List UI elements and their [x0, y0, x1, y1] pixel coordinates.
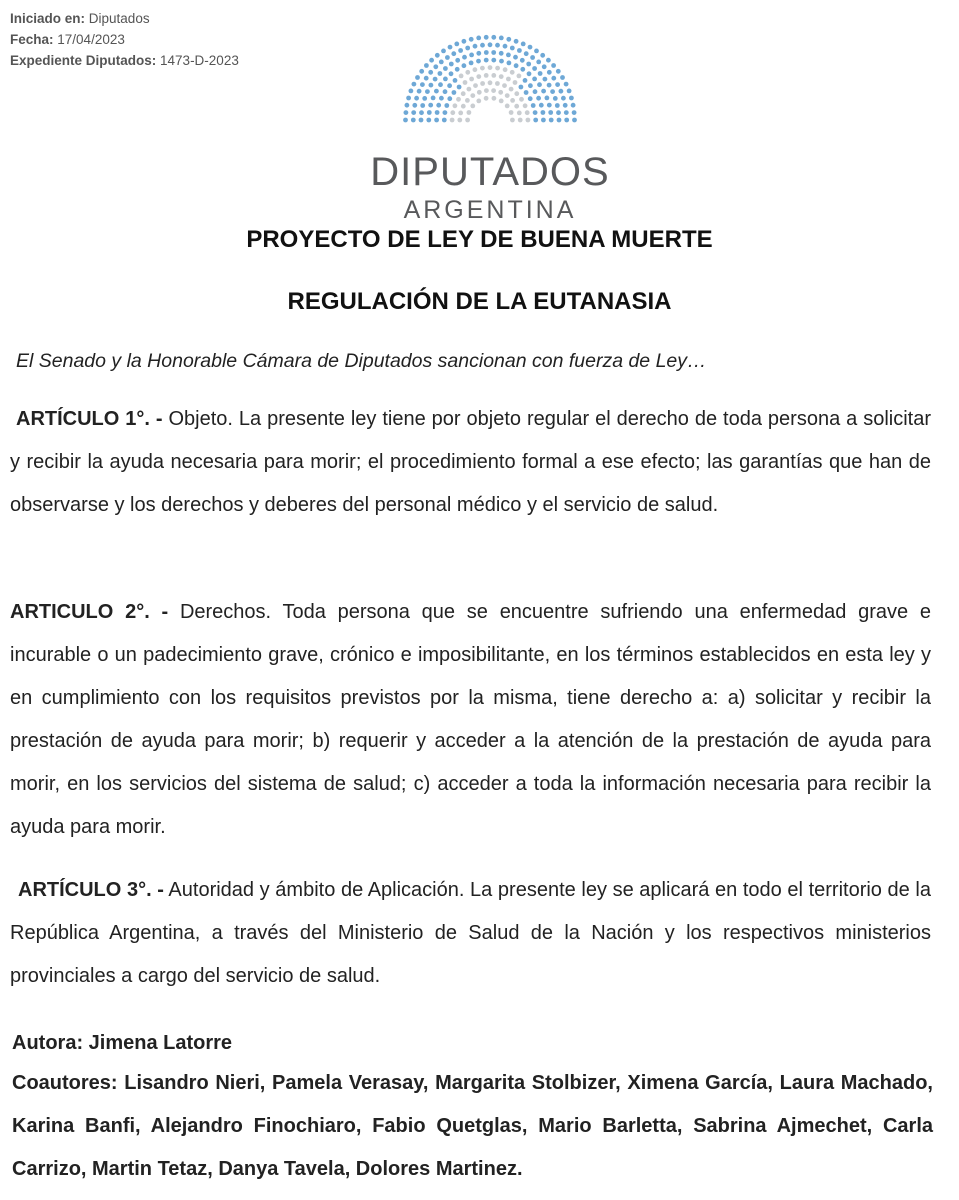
article-3-text: Autoridad y ámbito de Aplicación. La presente ley se aplicará en todo el territorio de la República Argentina, a través del Ministerio de Salud de la Nación y los respectivos ministerios provinciales a cargo del servicio de salud. — [10, 879, 931, 987]
hemicycle-seat — [419, 110, 424, 115]
hemicycle-seat — [572, 110, 577, 115]
meta-iniciado-label: Iniciado en: — [10, 11, 86, 26]
hemicycle-seat — [572, 118, 577, 123]
hemicycle-seat — [443, 77, 448, 82]
hemicycle-seat — [502, 83, 507, 88]
coautores: Coautores: Lisandro Nieri, Pamela Verasay, Margarita Stolbizer, Ximena García, Laura Machado, Karina Banfi, Alejandro Finochiaro, Fabio Quetglas, Mario Barletta, Sabrina Ajmechet, Carla Carrizo, Martin Tetaz, Danya Tavela, Dolores Martinez. — [12, 1072, 933, 1180]
hemicycle-seat — [425, 89, 430, 94]
hemicycle-seat — [470, 104, 475, 109]
hemicycle-seat — [518, 118, 523, 123]
hemicycle-seat — [532, 66, 537, 71]
hemicycle-seat — [442, 118, 447, 123]
hemicycle-seat — [451, 51, 456, 56]
hemicycle-seat — [484, 58, 489, 63]
hemicycle-seat — [457, 118, 462, 123]
hemicycle-seat — [551, 76, 556, 81]
hemicycle-seat — [480, 66, 485, 71]
hemicycle-seat — [420, 103, 425, 108]
hemicycle-seat — [420, 82, 425, 87]
hemicycle-seat — [469, 61, 474, 66]
hemicycle-seat — [542, 64, 547, 69]
hemicycle-seat — [476, 99, 481, 104]
meta-expediente-value: 1473-D-2023 — [160, 53, 239, 68]
hemicycle-seat — [406, 96, 411, 101]
hemicycle-seat — [547, 70, 552, 75]
hemicycle-seat — [491, 50, 496, 55]
hemicycle-seat — [547, 103, 552, 108]
hemicycle-seat — [450, 118, 455, 123]
hemicycle-seat — [484, 88, 489, 93]
hemicycle-seat — [453, 103, 458, 108]
hemicycle-seat — [543, 77, 548, 82]
hemicycle-seat — [523, 103, 528, 108]
hemicycle-seat — [523, 78, 528, 83]
hemicycle-seat — [530, 55, 535, 60]
meta-expediente — [10, 50, 239, 71]
hemicycle-seat — [463, 80, 468, 85]
hemicycle-seat — [435, 110, 440, 115]
hemicycle-seat — [514, 39, 519, 44]
hemicycle-seat — [499, 36, 504, 41]
hemicycle-seat — [514, 63, 519, 68]
hemicycle-seat — [541, 89, 546, 94]
hemicycle-seat — [454, 42, 459, 47]
hemicycle-seat — [429, 58, 434, 63]
hemicycle-seat — [455, 67, 460, 72]
hemicycle-seat — [506, 37, 511, 42]
meta-fecha — [10, 29, 239, 50]
hemicycle-seat — [452, 90, 457, 95]
hemicycle-seat — [569, 96, 574, 101]
hemicycle-seat — [404, 110, 409, 115]
hemicycle-seat — [480, 43, 485, 48]
hemicycle-seat — [548, 110, 553, 115]
document-metadata — [10, 8, 239, 71]
hemicycle-seat — [462, 39, 467, 44]
hemicycle-seat — [434, 89, 439, 94]
hemicycle-seat — [443, 66, 448, 71]
hemicycle-seat — [533, 110, 538, 115]
hemicycle-seat — [551, 63, 556, 68]
meta-fecha-value: 17/04/2023 — [57, 32, 125, 47]
hemicycle-seat — [517, 74, 522, 79]
hemicycle-seat — [427, 110, 432, 115]
hemicycle-seat — [488, 42, 493, 47]
diputados-logo — [370, 28, 610, 224]
hemicycle-seat — [443, 89, 448, 94]
hemicycle-seat — [405, 103, 410, 108]
hemicycle-seat — [433, 77, 438, 82]
hemicycle-seat — [476, 36, 481, 41]
article-2 — [10, 591, 931, 849]
hemicycle-seat — [473, 67, 478, 72]
hemicycle-seat — [412, 82, 417, 87]
hemicycle-seat — [499, 99, 504, 104]
hemicycle-seat — [462, 63, 467, 68]
hemicycle-seat — [538, 71, 543, 76]
hemicycle-seat — [447, 96, 452, 101]
hemicycle-seat — [503, 67, 508, 72]
hemicycle-icon — [370, 28, 610, 128]
meta-iniciado — [10, 8, 239, 29]
hemicycle-seat — [528, 96, 533, 101]
hemicycle-seat — [513, 80, 518, 85]
hemicycle-seat — [564, 118, 569, 123]
hemicycle-seat — [411, 118, 416, 123]
hemicycle-seat — [439, 60, 444, 65]
article-3-label: ARTÍCULO 3°. - — [18, 879, 164, 901]
hemicycle-seat — [491, 35, 496, 40]
hemicycle-seat — [491, 88, 496, 93]
hemicycle-seat — [429, 83, 434, 88]
hemicycle-seat — [541, 110, 546, 115]
document-subtitle: REGULACIÓN DE LA EUTANASIA — [287, 288, 672, 315]
hemicycle-seat — [422, 96, 427, 101]
hemicycle-seat — [517, 111, 522, 116]
hemicycle-seat — [507, 61, 512, 66]
hemicycle-seat — [455, 58, 460, 63]
hemicycle-seat — [411, 110, 416, 115]
hemicycle-seat — [527, 71, 532, 76]
hemicycle-seat — [547, 83, 552, 88]
document-title: PROYECTO DE LEY DE BUENA MUERTE — [246, 226, 713, 253]
hemicycle-seat — [560, 75, 565, 80]
hemicycle-seat — [428, 70, 433, 75]
hemicycle-seat — [556, 110, 561, 115]
hemicycle-seat — [470, 93, 475, 98]
hemicycle-seat — [571, 103, 576, 108]
hemicycle-seat — [473, 83, 478, 88]
hemicycle-seat — [491, 58, 496, 63]
hemicycle-seat — [476, 51, 481, 56]
hemicycle-seat — [491, 73, 496, 78]
hemicycle-seat — [537, 82, 542, 87]
hemicycle-seat — [531, 103, 536, 108]
hemicycle-seat — [469, 77, 474, 82]
hemicycle-seat — [528, 45, 533, 50]
hemicycle-seat — [517, 48, 522, 53]
article-1 — [10, 398, 931, 527]
hemicycle-seat — [476, 59, 481, 64]
hemicycle-seat — [519, 85, 524, 90]
hemicycle-seat — [505, 93, 510, 98]
hemicycle-seat — [555, 103, 560, 108]
hemicycle-seat — [541, 118, 546, 123]
hemicycle-seat — [415, 75, 420, 80]
hemicycle-seat — [505, 104, 510, 109]
hemicycle-seat — [519, 97, 524, 102]
meta-fecha-label: Fecha: — [10, 32, 54, 47]
hemicycle-seat — [563, 103, 568, 108]
hemicycle-seat — [534, 49, 539, 54]
hemicycle-seat — [449, 71, 454, 76]
hemicycle-seat — [498, 90, 503, 95]
hemicycle-seat — [561, 96, 566, 101]
enactment-clause: El Senado y la Honorable Cámara de Diputados sancionan con fuerza de Ley… — [16, 350, 707, 372]
hemicycle-seat — [559, 89, 564, 94]
article-3 — [10, 869, 931, 998]
hemicycle-seat — [546, 58, 551, 63]
hemicycle-seat — [514, 104, 519, 109]
article-1-text: Objeto. La presente ley tiene por objeto regular el derecho de toda persona a solicitar y recibir la ayuda necesaria para morir; el procedimiento formal a ese efecto; las garantías que han de observarse y los derechos y deberes del personal médico y el servicio de salud. — [10, 408, 931, 516]
hemicycle-seat — [465, 118, 470, 123]
hemicycle-seat — [495, 81, 500, 86]
hemicycle-seat — [438, 82, 443, 87]
hemicycle-seat — [503, 44, 508, 49]
hemicycle-seat — [550, 89, 555, 94]
hemicycle-seat — [426, 118, 431, 123]
hemicycle-seat — [424, 76, 429, 81]
hemicycle-seat — [477, 90, 482, 95]
hemicycle-seat — [448, 45, 453, 50]
hemicycle-seat — [480, 81, 485, 86]
hemicycle-seat — [532, 77, 537, 82]
hemicycle-seat — [431, 96, 436, 101]
article-1-label: ARTÍCULO 1°. - — [16, 408, 163, 430]
hemicycle-seat — [564, 82, 569, 87]
hemicycle-seat — [469, 37, 474, 42]
hemicycle-seat — [443, 110, 448, 115]
hemicycle-seat — [506, 53, 511, 58]
hemicycle-seat — [484, 35, 489, 40]
hemicycle-seat — [555, 82, 560, 87]
hemicycle-seat — [412, 103, 417, 108]
hemicycle-seat — [488, 65, 493, 70]
hemicycle-seat — [510, 118, 515, 123]
hemicycle-seat — [557, 118, 562, 123]
hemicycle-seat — [465, 70, 470, 75]
hemicycle-seat — [462, 55, 467, 60]
hemicycle-seat — [484, 50, 489, 55]
hemicycle-seat — [434, 118, 439, 123]
hemicycle-seat — [433, 64, 438, 69]
hemicycle-seat — [499, 51, 504, 56]
hemicycle-seat — [509, 110, 514, 115]
hemicycle-seat — [488, 80, 493, 85]
hemicycle-seat — [461, 91, 466, 96]
hemicycle-seat — [520, 67, 525, 72]
hemicycle-seat — [441, 49, 446, 54]
hemicycle-seat — [510, 98, 515, 103]
hemicycle-seat — [513, 55, 518, 60]
hemicycle-seat — [453, 78, 458, 83]
hemicycle-seat — [495, 43, 500, 48]
hemicycle-seat — [445, 55, 450, 60]
hemicycle-seat — [465, 98, 470, 103]
meta-expediente-label: Expediente Diputados: — [10, 53, 157, 68]
hemicycle-seat — [458, 111, 463, 116]
hemicycle-seat — [567, 89, 572, 94]
hemicycle-seat — [553, 96, 558, 101]
hemicycle-seat — [524, 90, 529, 95]
hemicycle-seat — [528, 83, 533, 88]
hemicycle-seat — [536, 96, 541, 101]
hemicycle-seat — [536, 60, 541, 65]
hemicycle-seat — [526, 62, 531, 67]
hemicycle-seat — [469, 53, 474, 58]
hemicycle-seat — [525, 110, 530, 115]
hemicycle-seat — [510, 46, 515, 51]
hemicycle-seat — [499, 74, 504, 79]
article-2-label: ARTICULO 2°. - — [10, 601, 169, 623]
hemicycle-seat — [419, 118, 424, 123]
hemicycle-seat — [520, 58, 525, 63]
hemicycle-seat — [458, 48, 463, 53]
hemicycle-seat — [521, 42, 526, 47]
logo-title: DIPUTADOS — [370, 150, 610, 194]
hemicycle-seat — [514, 91, 519, 96]
hemicycle-seat — [526, 118, 531, 123]
hemicycle-seat — [510, 70, 515, 75]
hemicycle-seat — [449, 62, 454, 67]
hemicycle-seat — [540, 53, 545, 58]
hemicycle-seat — [506, 77, 511, 82]
hemicycle-seat — [447, 83, 452, 88]
hemicycle-seat — [564, 110, 569, 115]
hemicycle-seat — [459, 74, 464, 79]
hemicycle-seat — [556, 69, 561, 74]
hemicycle-seat — [417, 89, 422, 94]
hemicycle-seat — [439, 96, 444, 101]
hemicycle-seat — [476, 74, 481, 79]
hemicycle-seat — [428, 103, 433, 108]
hemicycle-seat — [473, 44, 478, 49]
meta-iniciado-value: Diputados — [88, 11, 150, 26]
hemicycle-seat — [467, 87, 472, 92]
hemicycle-seat — [457, 85, 462, 90]
hemicycle-seat — [492, 96, 497, 101]
logo-subtitle: ARGENTINA — [403, 196, 577, 224]
hemicycle-seat — [436, 103, 441, 108]
hemicycle-seat — [409, 89, 414, 94]
hemicycle-seat — [414, 96, 419, 101]
hemicycle-seat — [461, 104, 466, 109]
hemicycle-seat — [450, 110, 455, 115]
hemicycle-seat — [509, 87, 514, 92]
hemicycle-seat — [424, 63, 429, 68]
hemicycle-seat — [465, 46, 470, 51]
hemicycle-seat — [484, 96, 489, 101]
hemicycle-seat — [499, 59, 504, 64]
article-2-text: Derechos. Toda persona que se encuentre sufriendo una enfermedad grave e incurable o un padecimiento grave, crónico e imposibilitante, en los términos establecidos en esta ley y en cumplimiento con los requisitos previstos por la misma, tiene derecho a: a) solicitar y recibir la prestación de ayuda para morir; b) requerir y acceder a la atención de la prestación de ayuda para morir, en los servicios del sistema de salud; c) acceder a toda la información necesaria para recibir la ayuda para morir. — [10, 601, 931, 838]
hemicycle-seat — [456, 97, 461, 102]
hemicycle-seat — [444, 103, 449, 108]
hemicycle-seat — [467, 110, 472, 115]
hemicycle-seat — [533, 118, 538, 123]
hemicycle-seat — [435, 53, 440, 58]
hemicycle-seat — [524, 51, 529, 56]
hemicycle-seat — [533, 89, 538, 94]
hemicycle-seat — [495, 66, 500, 71]
hemicycle-seat — [484, 73, 489, 78]
autora: Autora: Jimena Latorre — [12, 1032, 233, 1054]
hemicycle-seat — [539, 103, 544, 108]
hemicycle-seat — [549, 118, 554, 123]
hemicycle-seat — [403, 118, 408, 123]
hemicycle-seat — [438, 71, 443, 76]
hemicycle-seat — [419, 69, 424, 74]
hemicycle-seat — [545, 96, 550, 101]
